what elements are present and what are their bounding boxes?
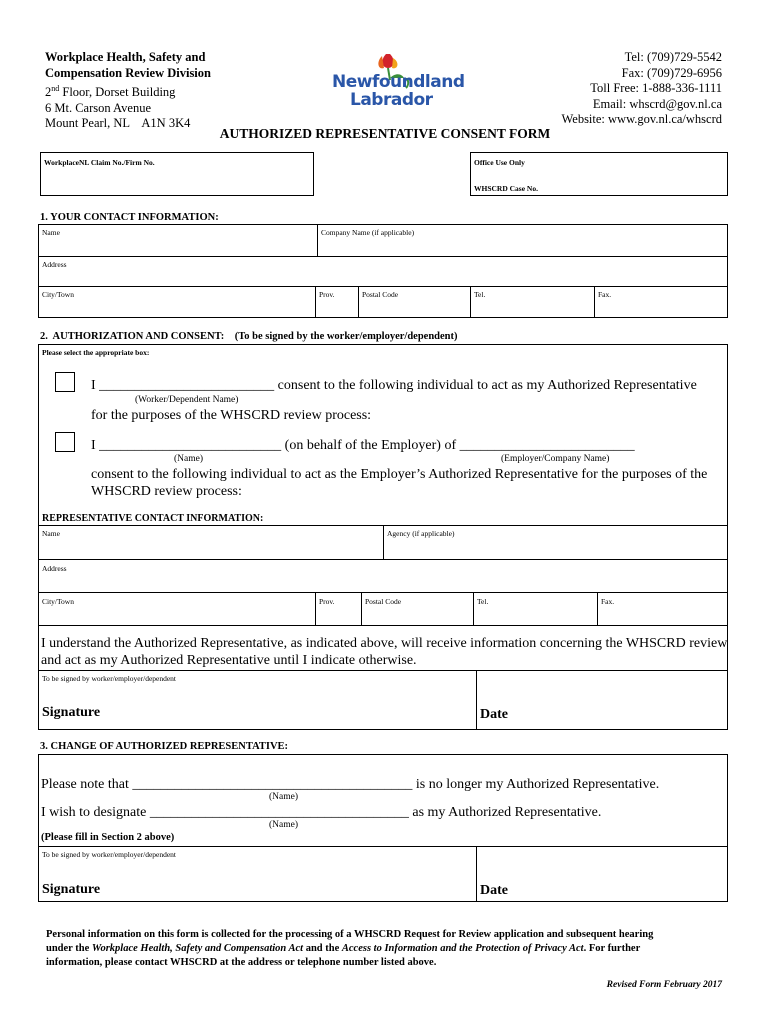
org-name-line2: Compensation Review Division bbox=[45, 65, 211, 80]
contact-fax: Fax: (709)729-6956 bbox=[621, 65, 722, 80]
worker-dependent-checkbox[interactable] bbox=[55, 372, 75, 392]
option2-purpose-line2: WHSCRD review process: bbox=[91, 484, 242, 499]
contact-details bbox=[561, 50, 722, 128]
option2-purpose-line: consent to the following individual to act as the Employer’s Authorized Representative for the purposes of the bbox=[91, 467, 708, 482]
section2-heading: 2. AUTHORIZATION AND CONSENT: (To be signed by the worker/employer/dependent) bbox=[40, 331, 458, 342]
rep-prov-field[interactable]: Prov. bbox=[316, 593, 362, 626]
contact-email: Email: whscrd@gov.nl.ca bbox=[592, 96, 722, 111]
section1-heading: 1. YOUR CONTACT INFORMATION: bbox=[40, 212, 219, 223]
option1-purpose-line: for the purposes of the WHSCRD review process: bbox=[91, 408, 372, 423]
employer-checkbox[interactable] bbox=[55, 432, 75, 452]
address-city: Mount Pearl, NL A1N 3K4 bbox=[45, 116, 191, 131]
case-number-label: WHSCRD Case No. bbox=[474, 184, 538, 193]
section3-signature-field[interactable]: Signature bbox=[39, 847, 477, 902]
option1-consent-line: I _________________________ consent to the following individual to act as my Authorized Representative bbox=[91, 378, 697, 393]
contact-tollfree: Toll Free: 1-888-336-1111 bbox=[590, 81, 722, 95]
section1-address-field[interactable]: Address bbox=[39, 257, 727, 287]
logo-wordmark-newfoundland: Newfoundland bbox=[332, 72, 465, 92]
representative-heading: REPRESENTATIVE CONTACT INFORMATION: bbox=[42, 513, 264, 524]
section3-change-box bbox=[38, 754, 728, 902]
section3-signature-row bbox=[39, 846, 727, 898]
office-use-box bbox=[470, 152, 728, 196]
rep-tel-field[interactable]: Tel. bbox=[474, 593, 598, 626]
rep-agency-field[interactable]: Agency (if applicable) bbox=[384, 526, 727, 560]
section3-signed-by-note: To be signed by worker/employer/dependent bbox=[42, 850, 177, 859]
section1-tel-field[interactable]: Tel. bbox=[471, 287, 595, 317]
name-caption-2: (Name) bbox=[269, 820, 299, 830]
rep-postal-field[interactable]: Postal Code bbox=[362, 593, 474, 626]
section2-signature-row bbox=[39, 670, 727, 722]
section1-contact-table bbox=[38, 224, 728, 318]
org-name-line1: Workplace Health, Safety and bbox=[45, 50, 206, 64]
section1-city-field[interactable]: City/Town bbox=[39, 287, 316, 317]
section3-date-field[interactable]: Date bbox=[480, 883, 508, 898]
section2-signature-field[interactable]: Signature bbox=[39, 671, 477, 730]
section1-prov-field[interactable]: Prov. bbox=[316, 287, 359, 317]
privacy-notice: Personal information on this form is collected for the processing of a WHSCRD Request for Review application and subsequent hearing under the Workplace Health, Safety and Compensation Act and the Access to Information and the Protection of Privacy Act. For further information, please contact WHSCRD at the address or telephone number listed above. bbox=[46, 929, 654, 968]
rep-fax-field[interactable]: Fax. bbox=[598, 593, 727, 626]
logo-wordmark-labrador: Labrador bbox=[350, 90, 433, 110]
rep-name-field[interactable]: Name bbox=[39, 526, 384, 560]
fill-section2-note: (Please fill in Section 2 above) bbox=[41, 832, 175, 843]
section1-postal-field[interactable]: Postal Code bbox=[359, 287, 471, 317]
section2-date-field[interactable]: Date bbox=[480, 707, 508, 722]
rep-address-field[interactable]: Address bbox=[39, 560, 727, 593]
section3-heading: 3. CHANGE OF AUTHORIZED REPRESENTATIVE: bbox=[40, 741, 289, 752]
representative-table bbox=[39, 525, 727, 606]
address-floor: 2nd Floor, Dorset Building bbox=[45, 84, 176, 100]
option1-caption: (Worker/Dependent Name) bbox=[135, 395, 239, 405]
revision-date: Revised Form February 2017 bbox=[606, 980, 722, 990]
no-longer-rep-line: Please note that ________________________________________ is no longer my Authorized Representative. bbox=[41, 777, 660, 792]
contact-website: Website: www.gov.nl.ca/whscrd bbox=[561, 112, 722, 126]
section1-name-field[interactable]: Name bbox=[39, 225, 318, 257]
understand-statement-line2: and act as my Authorized Representative until I indicate otherwise. bbox=[41, 653, 417, 668]
office-use-label: Office Use Only bbox=[474, 158, 525, 167]
signed-by-note: To be signed by worker/employer/dependent bbox=[42, 674, 177, 683]
organization-address bbox=[45, 50, 211, 132]
claim-number-field[interactable]: WorkplaceNL Claim No./Firm No. bbox=[40, 152, 314, 196]
section1-fax-field[interactable]: Fax. bbox=[598, 290, 612, 299]
newfoundland-labrador-logo bbox=[330, 50, 465, 112]
option2-consent-line: I __________________________ (on behalf of the Employer) of _________________________ bbox=[91, 438, 635, 453]
address-street: 6 Mt. Carson Avenue bbox=[45, 100, 152, 115]
contact-tel: Tel: (709)729-5542 bbox=[624, 50, 722, 64]
option2-employer-caption: (Employer/Company Name) bbox=[501, 454, 610, 464]
name-caption-1: (Name) bbox=[269, 792, 299, 802]
designate-rep-line: I wish to designate _____________________________________ as my Authorized Representative. bbox=[41, 805, 602, 820]
understand-statement-line1: I understand the Authorized Representative, as indicated above, will receive information concerning the WHSCRD review bbox=[41, 636, 728, 651]
form-title: AUTHORIZED REPRESENTATIVE CONSENT FORM bbox=[219, 126, 551, 141]
rep-city-field[interactable]: City/Town bbox=[39, 593, 316, 626]
section1-company-field[interactable]: Company Name (if applicable) bbox=[318, 225, 727, 257]
select-box-instruction: Please select the appropriate box: bbox=[42, 348, 150, 357]
option2-name-caption: (Name) bbox=[174, 454, 204, 464]
section2-authorization-box bbox=[38, 344, 728, 730]
